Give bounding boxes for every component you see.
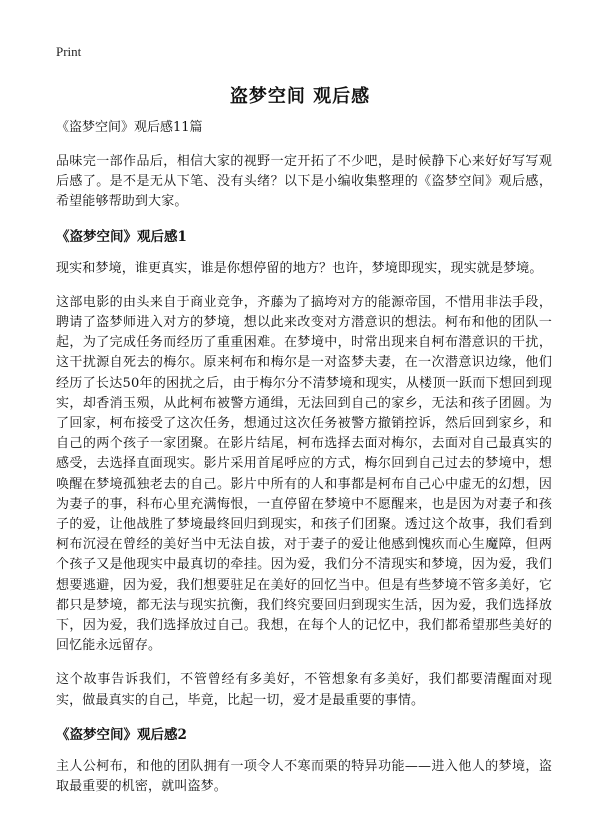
section-paragraph: 这个故事告诉我们，不管曾经有多美好，不管想象有多美好，我们都要清醒面对现实，做最真实的自己，毕竟，比起一切，爱才是最重要的事情。 — [56, 672, 552, 708]
page-title: 盗梦空间 观后感 — [229, 86, 371, 107]
section-paragraph: 这部电影的由头来自于商业竞争，齐藤为了搞垮对方的能源帝国，不惜用非法手段，聘请了盗梦师进入对方的梦境，想以此来改变对方潜意识的想法。柯布和他的团队一起，为了完成任务而经历了重重困难。在梦境中，时常出现来自柯布潜意识的干扰，这干扰源自死去的梅尔。原来柯布和梅尔是一对盗梦夫妻，在一次潜意识边缘，他们经历了长达50年的困扰之后，由于梅尔分不清梦境和现实，从楼顶一跃而下想回到现实，却香消玉殒，从此柯布被警方通缉，无法回到自己的家乡，无法和孩子团圆。为了回家，柯布接受了这次任务，想通过这次任务被警方撤销控诉，然后回到家乡，和自己的两个孩子一家团聚。在影片结尾，柯布选择去面对梅尔，去面对自己最真实的感受，去选择直面现实。影片采用首尾呼应的方式，梅尔回到自己过去的梦境中，想唤醒在梦境孤独老去的自己。影片中所有的人和事都是柯布自己心中虚无的幻想，因为妻子的事，科布心里充满悔恨，一直停留在梦境中不愿醒来，也是因为对妻子和孩子的爱，让他战胜了梦境最终回归到现实，和孩子们团聚。透过这个故事，我们看到柯布沉浸在曾经的美好当中无法自拔，对于妻子的爱让他感到愧疚而心生魔障，但两个孩子又是他现实中最真切的牵挂。因为爱，我们分不清现实和梦境，因为爱，我们想要逃避，因为爱，我们想要驻足在美好的回忆当中。但是有些梦境不管多美好，它都只是梦境，都无法与现实抗衡，我们终究要回归到现实生活，因为爱，我们选择放下，因为爱，我们选择放过自己。我想，在每个人的记忆中，我们都希望那些美好的回忆能永远留存。 — [56, 294, 552, 654]
article-subtitle: 《盗梦空间》观后感11篇 — [56, 120, 203, 135]
section-heading: 《盗梦空间》观后感1 — [56, 228, 187, 245]
section-paragraph: 主人公柯布，和他的团队拥有一项令人不寒而栗的特异功能——进入他人的梦境，盗取最重要的机密，就叫盗梦。 — [56, 758, 552, 795]
section-heading: 《盗梦空间》观后感2 — [56, 726, 187, 743]
print-link[interactable]: Print — [56, 44, 82, 59]
article-body — [56, 118, 552, 811]
section-paragraph: 现实和梦境，谁更真实，谁是你想停留的地方？也许，梦境即现实，现实就是梦境。 — [56, 260, 543, 276]
section-2 — [56, 725, 552, 797]
section-1 — [56, 227, 552, 711]
intro-paragraph: 品味完一部作品后，相信大家的视野一定开拓了不少吧，是时候静下心来好好写写观后感了。是不是无从下笔、没有头绪？以下是小编收集整理的《盗梦空间》观后感，希望能够帮助到大家。 — [56, 154, 552, 210]
